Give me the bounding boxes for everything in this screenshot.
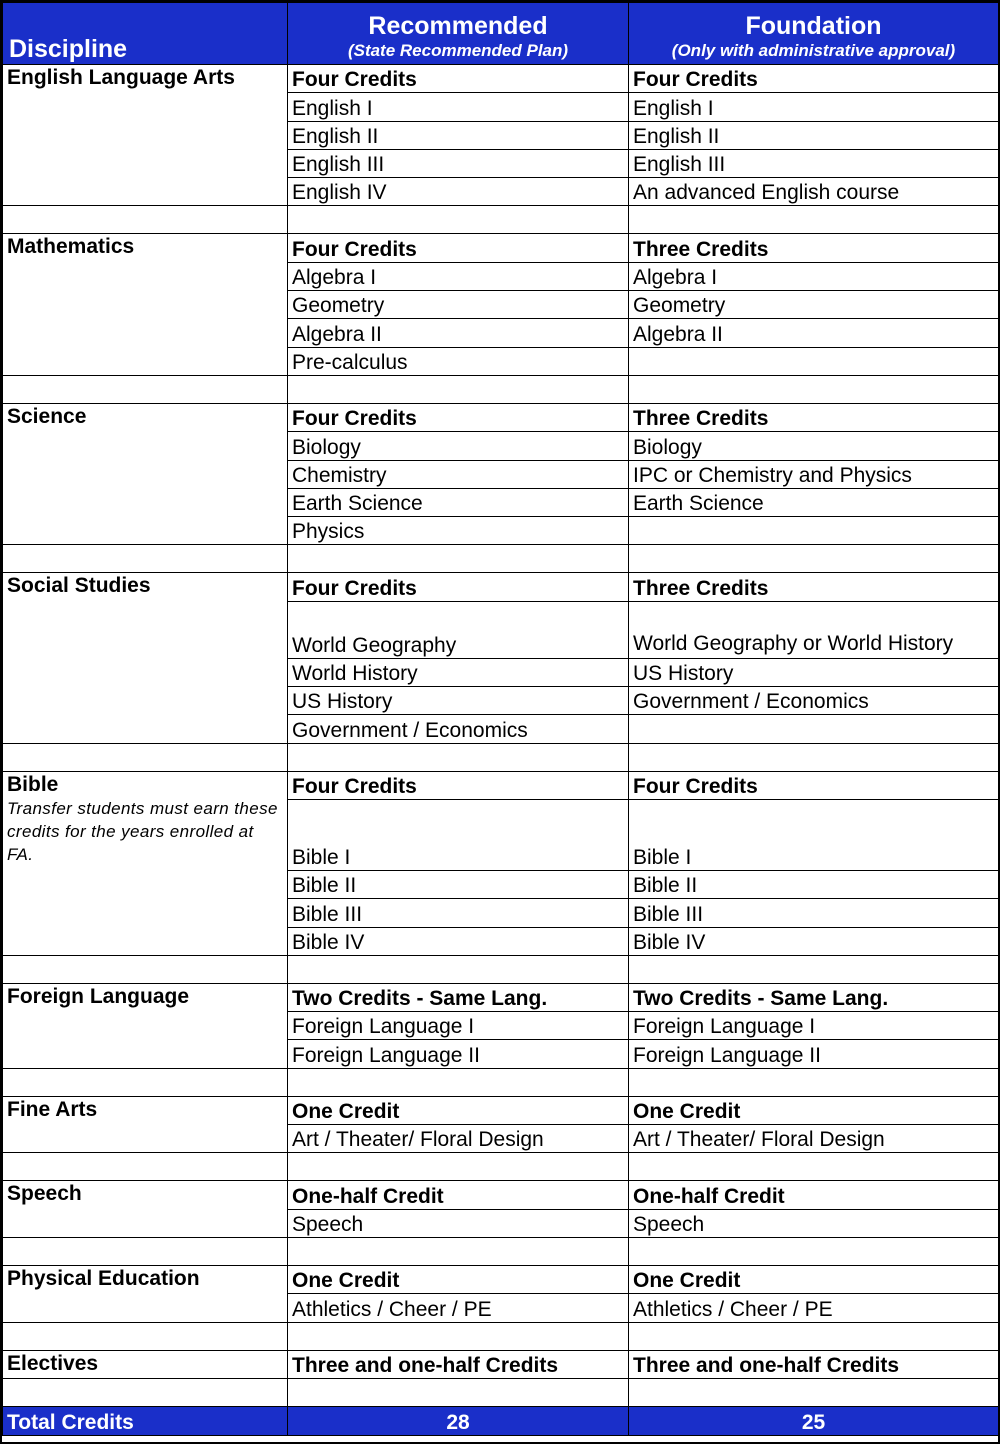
section-row-electives: [3, 1350, 999, 1378]
discipline-electives: Electives: [3, 1350, 288, 1378]
fnd-course: US History: [629, 658, 999, 686]
header-foundation-title: Foundation: [745, 12, 882, 40]
rec-course: Physics: [288, 517, 629, 545]
rec-course: Foreign Language I: [288, 1012, 629, 1040]
rec-course: English II: [288, 121, 629, 149]
section-row-science: [3, 403, 999, 431]
fnd-credits-speech: One-half Credit: [629, 1181, 999, 1209]
discipline-ela: English Language Arts: [3, 65, 288, 206]
fnd-course: English III: [629, 149, 999, 177]
rec-credits-foreign: Two Credits - Same Lang.: [288, 983, 629, 1011]
section-row-bible: [3, 771, 999, 799]
fnd-credits-foreign: Two Credits - Same Lang.: [629, 983, 999, 1011]
spacer-row: [3, 1153, 999, 1181]
section-row-foreign: [3, 983, 999, 1011]
rec-credits-science: Four Credits: [288, 403, 629, 431]
rec-course: English III: [288, 149, 629, 177]
rec-course: Bible I: [288, 799, 629, 870]
fnd-course: [629, 517, 999, 545]
section-row-social: [3, 573, 999, 601]
section-row-math: [3, 234, 999, 262]
rec-course: Bible II: [288, 870, 629, 898]
spacer-row: [3, 1322, 999, 1350]
section-row-pe: [3, 1265, 999, 1293]
section-row-speech: [3, 1181, 999, 1209]
rec-credits-speech: One-half Credit: [288, 1181, 629, 1209]
discipline-foreign: Foreign Language: [3, 983, 288, 1068]
fnd-course: Government / Economics: [629, 687, 999, 715]
rec-course: English IV: [288, 178, 629, 206]
discipline-pe: Physical Education: [3, 1265, 288, 1322]
rec-course: Foreign Language II: [288, 1040, 629, 1068]
rec-course: Speech: [288, 1209, 629, 1237]
section-row-arts: [3, 1096, 999, 1124]
total-recommended: 28: [288, 1406, 629, 1435]
spacer-row: [3, 1378, 999, 1406]
spacer-row: [3, 955, 999, 983]
rec-course: Chemistry: [288, 460, 629, 488]
header-recommended-title: Recommended: [368, 12, 548, 40]
header-foundation: [629, 3, 999, 65]
fnd-course: Bible I: [629, 799, 999, 870]
discipline-bible: [3, 771, 288, 955]
discipline-arts: Fine Arts: [3, 1096, 288, 1153]
rec-course: Art / Theater/ Floral Design: [288, 1125, 629, 1153]
discipline-bible-note: Transfer students must earn these credits for the years enrolled at FA.: [7, 798, 278, 864]
fnd-course: An advanced English course: [629, 178, 999, 206]
spacer-row: [3, 375, 999, 403]
rec-course: Bible III: [288, 899, 629, 927]
header-recommended: [288, 3, 629, 65]
rec-course: World History: [288, 658, 629, 686]
spacer-row: [3, 206, 999, 234]
rec-credits-electives: Three and one-half Credits: [288, 1350, 629, 1378]
fnd-course: Bible III: [629, 899, 999, 927]
total-label: Total Credits: [3, 1406, 288, 1435]
fnd-course: English II: [629, 121, 999, 149]
fnd-credits-science: Three Credits: [629, 403, 999, 431]
discipline-science: Science: [3, 403, 288, 544]
rec-course: World Geography: [288, 601, 629, 658]
fnd-credits-social: Three Credits: [629, 573, 999, 601]
fnd-course: Biology: [629, 432, 999, 460]
spacer-row: [3, 1068, 999, 1096]
rec-credits-bible: Four Credits: [288, 771, 629, 799]
fnd-course: Foreign Language II: [629, 1040, 999, 1068]
rec-course: Athletics / Cheer / PE: [288, 1294, 629, 1322]
fnd-course: Earth Science: [629, 488, 999, 516]
fnd-course: Algebra I: [629, 262, 999, 290]
rec-course: Government / Economics: [288, 715, 629, 743]
fnd-course: World Geography or World History: [629, 601, 999, 658]
fnd-credits-math: Three Credits: [629, 234, 999, 262]
fnd-course: Athletics / Cheer / PE: [629, 1294, 999, 1322]
fnd-course: Bible II: [629, 870, 999, 898]
section-row-ela: [3, 65, 999, 93]
fnd-course: Bible IV: [629, 927, 999, 955]
fnd-course: Geometry: [629, 291, 999, 319]
header-recommended-subtitle: (State Recommended Plan): [347, 41, 569, 60]
rec-course: Algebra I: [288, 262, 629, 290]
spacer-row: [3, 1237, 999, 1265]
fnd-course: Algebra II: [629, 319, 999, 347]
rec-course: Geometry: [288, 291, 629, 319]
header-foundation-subtitle: (Only with administrative approval): [671, 41, 956, 60]
rec-credits-arts: One Credit: [288, 1096, 629, 1124]
rec-course: Algebra II: [288, 319, 629, 347]
fnd-course: Art / Theater/ Floral Design: [629, 1125, 999, 1153]
fnd-course: [629, 715, 999, 743]
fnd-course: Foreign Language I: [629, 1012, 999, 1040]
discipline-bible-name: Bible: [7, 772, 59, 796]
rec-credits-social: Four Credits: [288, 573, 629, 601]
rec-credits-ela: Four Credits: [288, 65, 629, 93]
header-discipline: Discipline: [3, 3, 288, 65]
rec-course: English I: [288, 93, 629, 121]
fnd-credits-electives: Three and one-half Credits: [629, 1350, 999, 1378]
fnd-credits-ela: Four Credits: [629, 65, 999, 93]
discipline-math: Mathematics: [3, 234, 288, 375]
rec-course: Earth Science: [288, 488, 629, 516]
discipline-social: Social Studies: [3, 573, 288, 743]
rec-course: Biology: [288, 432, 629, 460]
rec-course: Bible IV: [288, 927, 629, 955]
discipline-speech: Speech: [3, 1181, 288, 1238]
rec-credits-pe: One Credit: [288, 1265, 629, 1293]
header-row: [3, 3, 999, 65]
rec-credits-math: Four Credits: [288, 234, 629, 262]
fnd-course: [629, 347, 999, 375]
rec-course: Pre-calculus: [288, 347, 629, 375]
spacer-row: [3, 545, 999, 573]
requirements-table: [2, 2, 999, 1436]
fnd-course: Speech: [629, 1209, 999, 1237]
spacer-row: [3, 743, 999, 771]
fnd-credits-pe: One Credit: [629, 1265, 999, 1293]
fnd-credits-arts: One Credit: [629, 1096, 999, 1124]
fnd-credits-bible: Four Credits: [629, 771, 999, 799]
fnd-course: IPC or Chemistry and Physics: [629, 460, 999, 488]
total-row: [3, 1406, 999, 1435]
rec-course: US History: [288, 687, 629, 715]
total-foundation: 25: [629, 1406, 999, 1435]
fnd-course: English I: [629, 93, 999, 121]
